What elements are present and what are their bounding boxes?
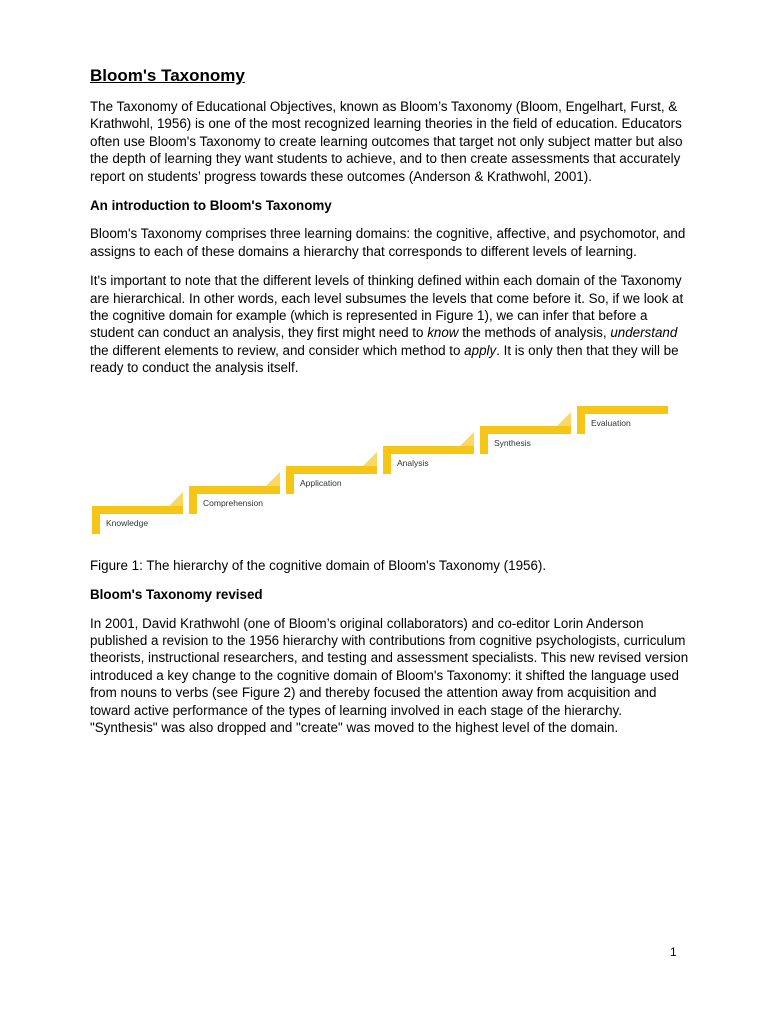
figure-1-caption: Figure 1: The hierarchy of the cognitive domain of Bloom's Taxonomy (1956). — [90, 557, 547, 573]
step-label: Comprehension — [203, 497, 264, 508]
emphasis-know: know — [427, 325, 459, 341]
step-arrow — [266, 472, 280, 486]
section-heading-introduction: An introduction to Bloom's Taxonomy — [90, 198, 332, 214]
page-number: 1 — [670, 945, 677, 959]
step-riser — [286, 466, 294, 494]
step-bar — [480, 426, 571, 434]
section1-paragraph1: Bloom's Taxonomy comprises three learning domains: the cognitive, affective, and psychomotor, and assigns to each of these domains a hierarchy that corresponds to different levels of learning. — [90, 226, 686, 259]
step-analysis — [383, 432, 474, 474]
paragraph2-text-part3: the different elements to review, and consider which method to — [90, 342, 465, 358]
section-heading-revised: Bloom's Taxonomy revised — [90, 587, 263, 603]
intro-paragraph: The Taxonomy of Educational Objectives, known as Bloom’s Taxonomy (Bloom, Engelhart, Furst, & Krathwohl, 1956) is one of the most recognized learning theories in the field of education. Educators often use Bloom's Taxonomy to create learning outcomes that target not only subject matter but also the depth of learning they want students to achieve, and to then create assessments that accurately report on students’ progress towards these outcomes (Anderson & Krathwohl, 2001). — [90, 99, 683, 184]
step-riser — [189, 486, 197, 514]
paragraph2-text-part1: It's important to note that the different levels of thinking defined within each domain of the Taxonomy are hierarchical. In other words, each level subsumes the levels that come before it. So, if we look at the cognitive domain for example (which is represented in Figure 1), we can infer that before a student can conduct an analysis, they first might need to — [90, 273, 684, 341]
section1-paragraph2 — [90, 272, 690, 376]
step-arrow — [557, 412, 571, 426]
step-riser — [480, 426, 488, 454]
step-label: Knowledge — [106, 517, 149, 528]
emphasis-understand: understand — [610, 325, 678, 341]
page-title: Bloom's Taxonomy — [90, 66, 245, 85]
step-knowledge — [92, 492, 183, 534]
section2-paragraph: In 2001, David Krathwohl (one of Bloom’s original collaborators) and co-editor Lorin Anderson published a revision to the 1956 hierarchy with contributions from cognitive psychologists, curriculum theorists, instructional researchers, and testing and assessment specialists. This new revised version introduced a key change to the cognitive domain of Bloom's Taxonomy: it shifted the language used from nouns to verbs (see Figure 2) and thereby focused the attention away from acquisition and toward active performance of the types of learning involved in each stage of the hierarchy. "Synthesis" was also dropped and "create" was moved to the highest level of the domain. — [90, 615, 689, 735]
step-comprehension — [189, 472, 280, 514]
step-label: Analysis — [397, 457, 429, 468]
step-riser — [92, 506, 100, 534]
step-label: Application — [300, 477, 342, 488]
step-riser — [383, 446, 391, 474]
step-bar — [383, 446, 474, 454]
staircase-diagram — [0, 389, 768, 549]
paragraph2-text-part4: . It is only then that they will be ready to conduct the analysis itself. — [90, 342, 679, 376]
step-arrow — [363, 452, 377, 466]
step-evaluation — [577, 406, 668, 434]
step-arrow — [460, 432, 474, 446]
step-synthesis — [480, 412, 571, 454]
step-riser — [577, 406, 585, 434]
step-arrow — [169, 492, 183, 506]
step-bar — [189, 486, 280, 494]
emphasis-apply: apply — [464, 342, 497, 358]
document-page — [90, 64, 690, 736]
step-label: Synthesis — [494, 437, 531, 448]
step-application — [286, 452, 377, 494]
step-bar — [577, 406, 668, 414]
step-bar — [286, 466, 377, 474]
figure-1-staircase — [90, 389, 690, 549]
step-label: Evaluation — [591, 417, 631, 428]
step-bar — [92, 506, 183, 514]
paragraph2-text-part2: the methods of analysis, — [458, 325, 611, 341]
